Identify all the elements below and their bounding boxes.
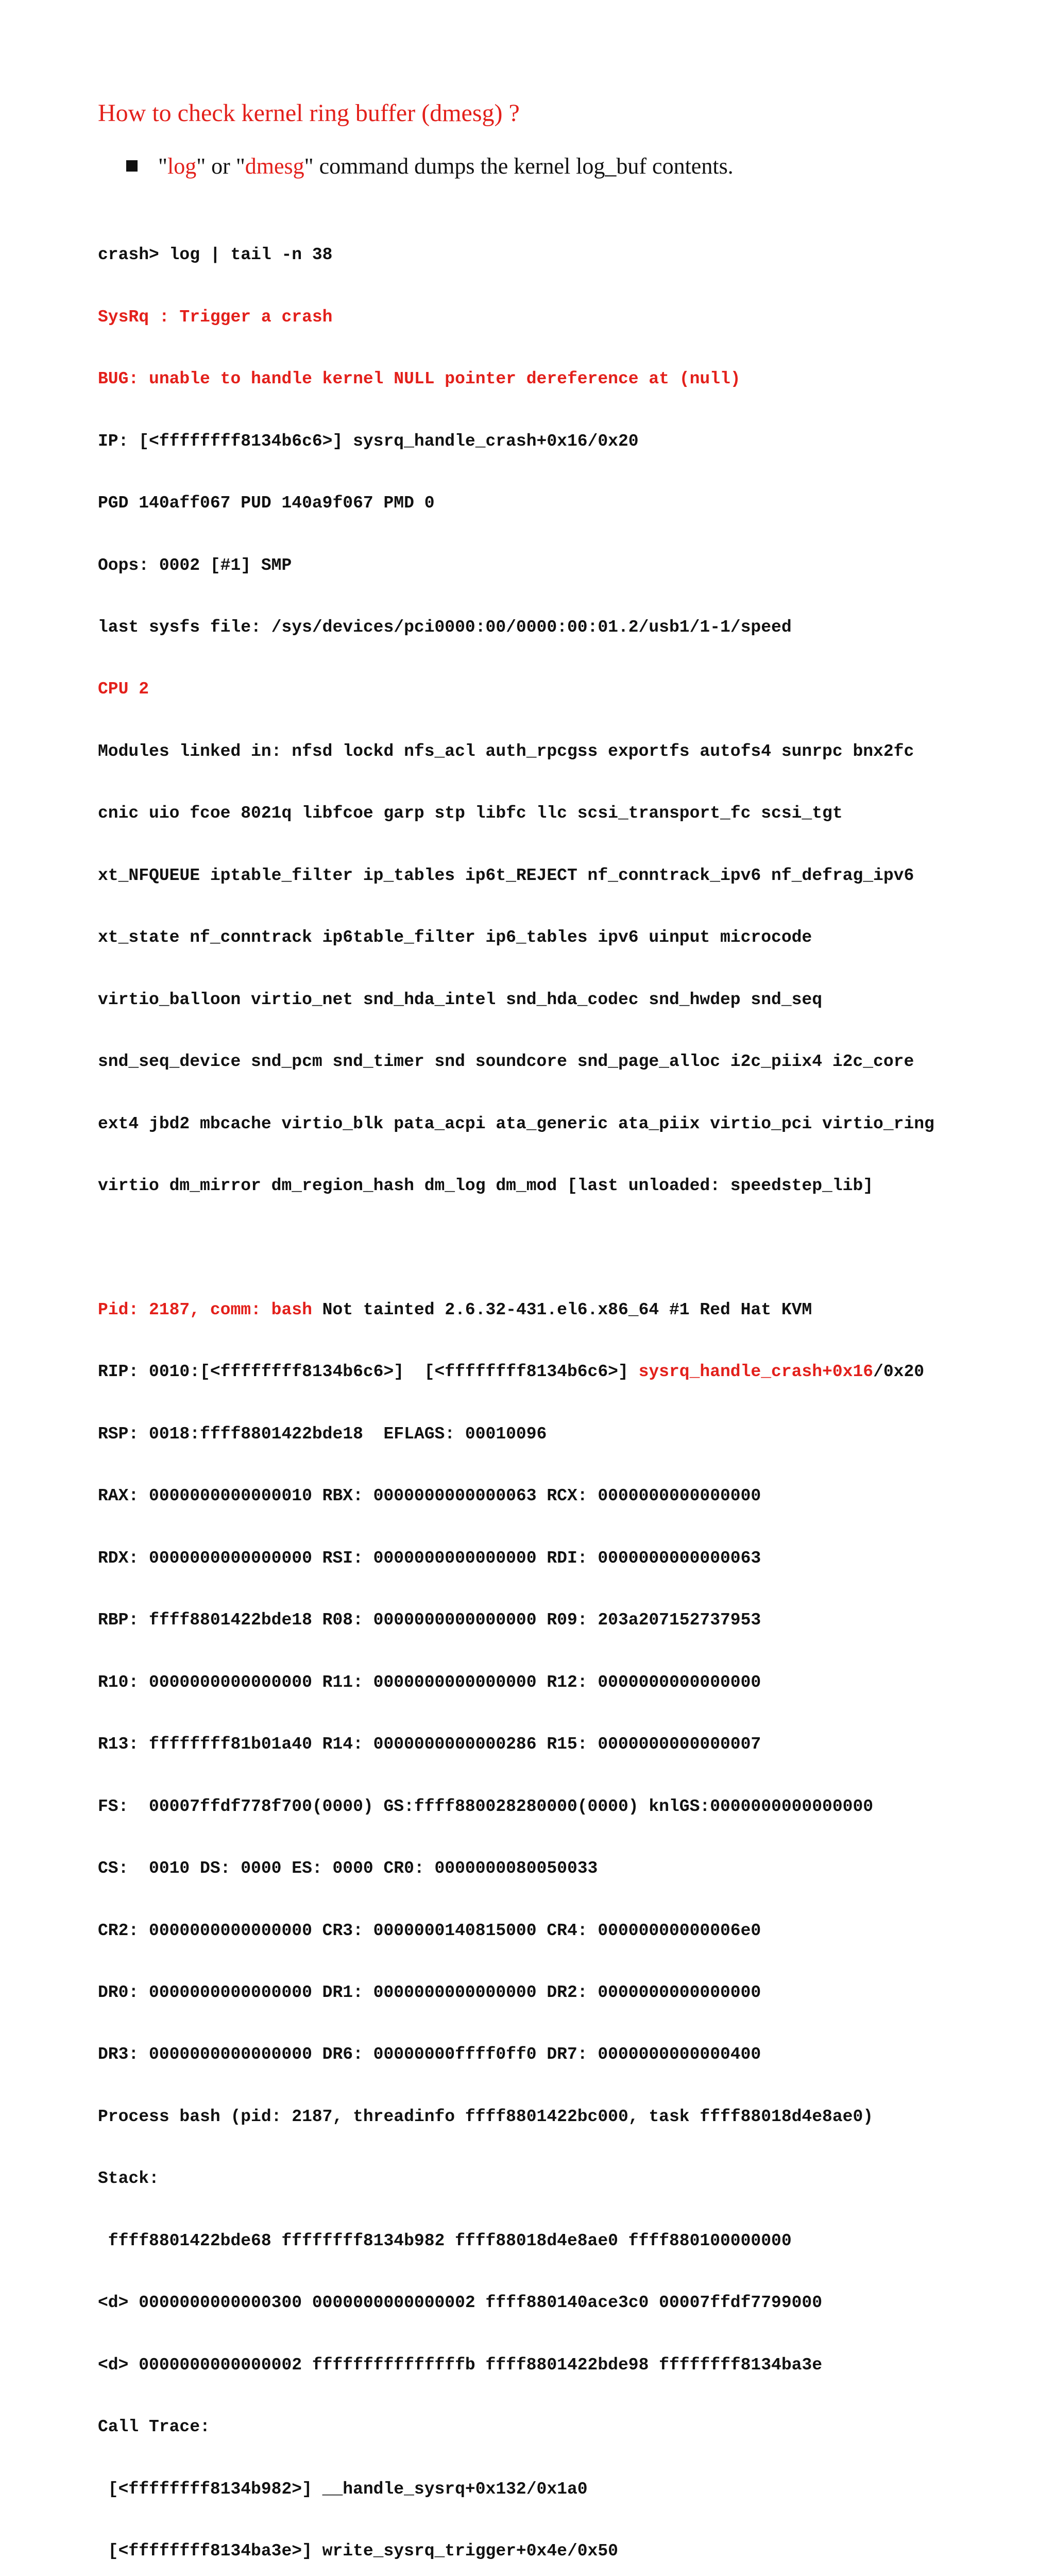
process-line: Process bash (pid: 2187, threadinfo ffff8801422bc000, task ffff88018d4e8ae0) — [98, 2107, 874, 2126]
pid-kernel-text: Not tainted 2.6.32-431.el6.x86_64 #1 Red Hat KVM — [312, 1300, 812, 1320]
modules-line: Modules linked in: nfsd lockd nfs_acl auth_rpcgss exportfs autofs4 sunrpc bnx2fc — [98, 741, 914, 761]
modules-line: virtio_balloon virtio_net snd_hda_intel snd_hda_codec snd_hwdep snd_seq — [98, 990, 823, 1009]
stack-line: <d> 0000000000000002 fffffffffffffffb ffff8801422bde98 ffffffff8134ba3e — [98, 2355, 823, 2375]
call-trace-line: [<ffffffff8134b982>] __handle_sysrq+0x132/0x1a0 — [98, 2479, 588, 2499]
stack-line: ffff8801422bde68 ffffffff8134b982 ffff88018d4e8ae0 ffff880100000000 — [98, 2231, 792, 2250]
register-line: CS: 0010 DS: 0000 ES: 0000 CR0: 0000000080050033 — [98, 1859, 598, 1878]
rip-size: /0x20 — [873, 1362, 925, 1382]
register-line: DR3: 0000000000000000 DR6: 00000000ffff0ff0 DR7: 0000000000000400 — [98, 2045, 761, 2064]
crash-log-output — [98, 204, 1051, 2576]
register-line: RAX: 0000000000000010 RBX: 0000000000000063 RCX: 0000000000000000 — [98, 1486, 761, 1506]
bullet-description: " command dumps the kernel log_buf contents. — [304, 154, 734, 179]
rip-address: RIP: 0010:[<ffffffff8134b6c6>] [<ffffffff8134b6c6>] — [98, 1362, 639, 1382]
rip-line — [98, 1362, 1051, 1382]
pid-comm-text: Pid: 2187, comm: bash — [98, 1300, 312, 1320]
modules-line: xt_NFQUEUE iptable_filter ip_tables ip6t_REJECT nf_conntrack_ipv6 nf_defrag_ipv6 — [98, 866, 914, 885]
register-line: DR0: 0000000000000000 DR1: 0000000000000000 DR2: 0000000000000000 — [98, 1983, 761, 2002]
pgd-line: PGD 140aff067 PUD 140a9f067 PMD 0 — [98, 494, 435, 513]
sysfs-line: last sysfs file: /sys/devices/pci0000:00/0000:00:01.2/usb1/1-1/speed — [98, 618, 792, 637]
bullet-or-text: " or " — [196, 154, 245, 179]
register-line: FS: 00007ffdf778f700(0000) GS:ffff880028280000(0000) knlGS:0000000000000000 — [98, 1797, 874, 1816]
call-trace-header: Call Trace: — [98, 2417, 210, 2437]
ip-line: IP: [<ffffffff8134b6c6>] sysrq_handle_crash+0x16/0x20 — [98, 431, 639, 451]
blank-line — [98, 1238, 1051, 1259]
register-line: RSP: 0018:ffff8801422bde18 EFLAGS: 00010096 — [98, 1424, 547, 1444]
modules-line: ext4 jbd2 mbcache virtio_blk pata_acpi ata_generic ata_piix virtio_pci virtio_ring — [98, 1114, 934, 1133]
rip-symbol: sysrq_handle_crash+0x16 — [638, 1362, 874, 1382]
modules-line: virtio dm_mirror dm_region_hash dm_log dm_mod [last unloaded: speedstep_lib] — [98, 1176, 874, 1196]
log-keyword: log — [167, 154, 197, 179]
call-trace-line: [<ffffffff8134ba3e>] write_sysrq_trigger+0x4e/0x50 — [98, 2541, 618, 2561]
bullet-item — [126, 149, 734, 183]
square-bullet-icon — [126, 160, 138, 172]
oops-line: Oops: 0002 [#1] SMP — [98, 555, 292, 575]
modules-line: xt_state nf_conntrack ip6table_filter ip6_tables ipv6 uinput microcode — [98, 928, 812, 947]
sysrq-line: SysRq : Trigger a crash — [98, 307, 333, 327]
register-line: CR2: 0000000000000000 CR3: 0000000140815000 CR4: 00000000000006e0 — [98, 1921, 761, 1940]
register-line: R10: 0000000000000000 R11: 0000000000000000 R12: 0000000000000000 — [98, 1672, 761, 1692]
stack-line: <d> 0000000000000300 0000000000000002 ffff880140ace3c0 00007ffdf7799000 — [98, 2293, 823, 2313]
bullet-quote: " — [158, 154, 167, 179]
crash-prompt-line: crash> log | tail -n 38 — [98, 245, 333, 265]
stack-header: Stack: — [98, 2169, 159, 2189]
register-line: RDX: 0000000000000000 RSI: 0000000000000000 RDI: 0000000000000063 — [98, 1548, 761, 1568]
cpu-line: CPU 2 — [98, 680, 149, 699]
pid-line — [98, 1300, 1051, 1320]
modules-line: cnic uio fcoe 8021q libfcoe garp stp libfc llc scsi_transport_fc scsi_tgt — [98, 804, 843, 823]
page-title: How to check kernel ring buffer (dmesg) ? — [98, 99, 520, 127]
modules-line: snd_seq_device snd_pcm snd_timer snd soundcore snd_page_alloc i2c_piix4 i2c_core — [98, 1052, 914, 1072]
register-line: R13: ffffffff81b01a40 R14: 0000000000000286 R15: 0000000000000007 — [98, 1735, 761, 1754]
register-line: RBP: ffff8801422bde18 R08: 0000000000000000 R09: 203a207152737953 — [98, 1611, 761, 1630]
bug-line: BUG: unable to handle kernel NULL pointer dereference at (null) — [98, 369, 741, 389]
dmesg-keyword: dmesg — [245, 154, 304, 179]
